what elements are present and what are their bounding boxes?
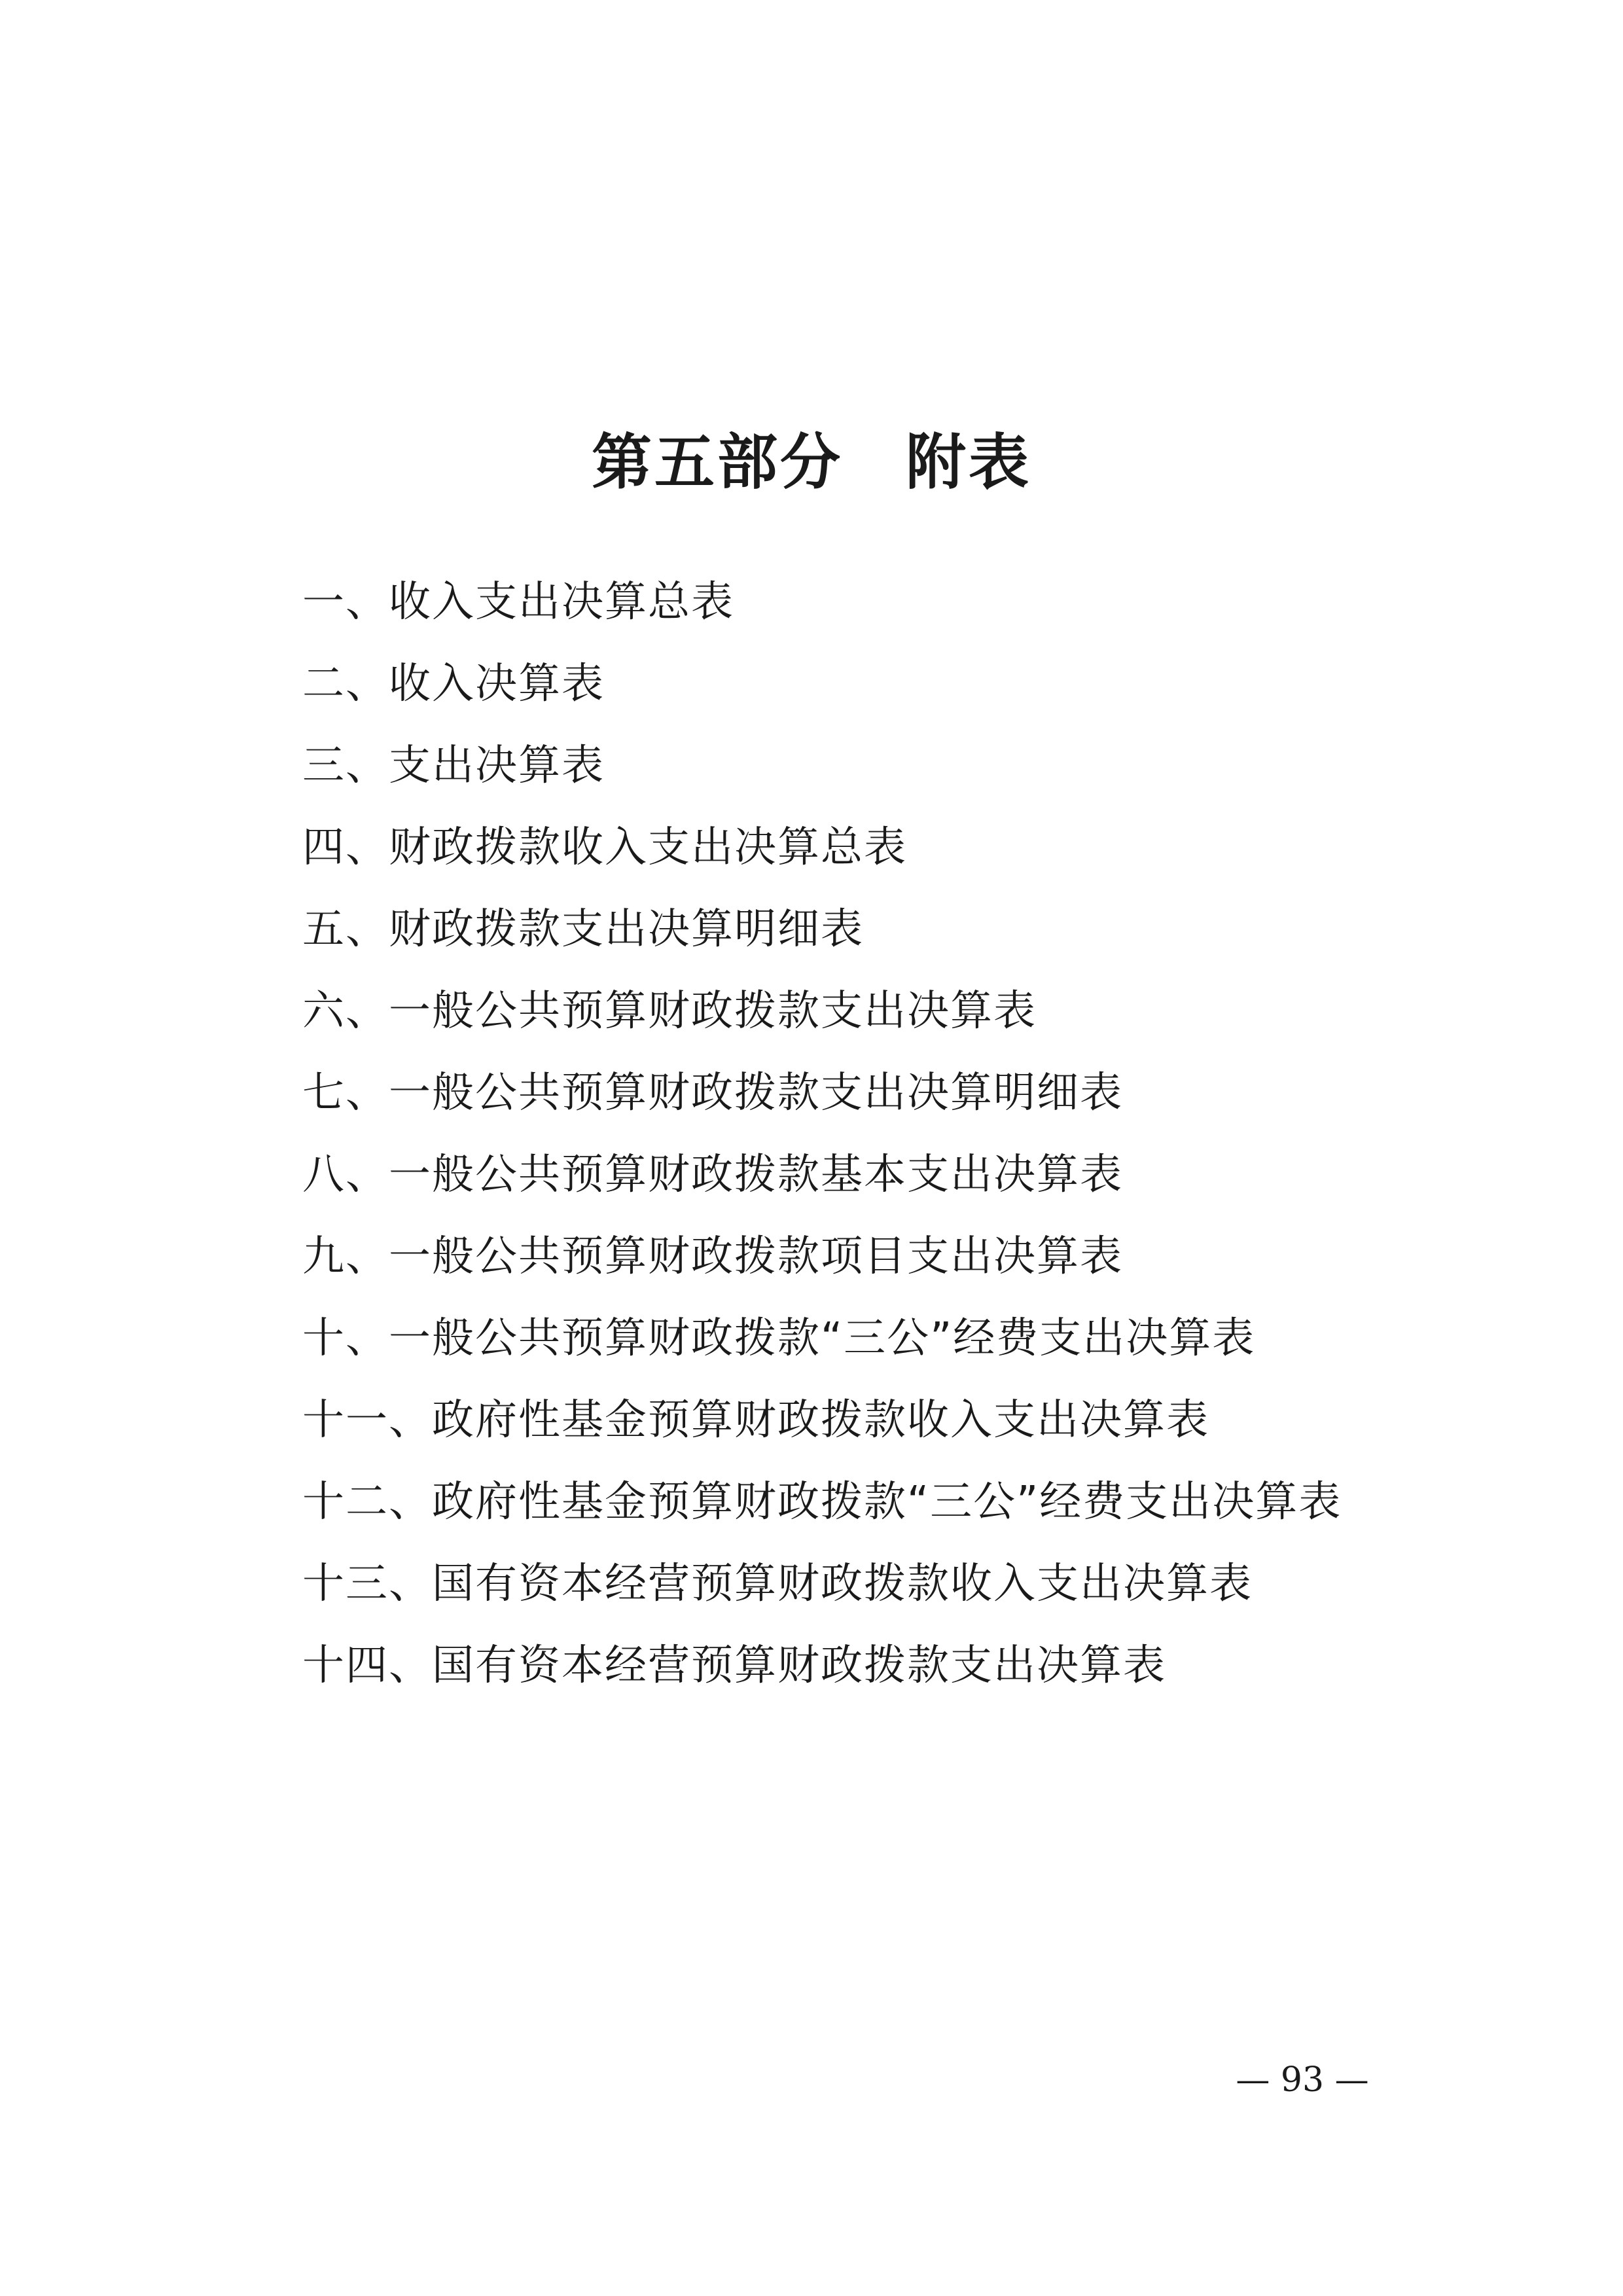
appendix-item-8: 八、一般公共预算财政拨款基本支出决算表	[302, 1151, 1123, 1199]
appendix-item-6: 六、一般公共预算财政拨款支出决算表	[302, 987, 1037, 1035]
appendix-item-12: 十二、政府性基金预算财政拨款“三公”经费支出决算表	[302, 1478, 1342, 1526]
appendix-list	[302, 562, 1480, 1707]
appendix-item-11: 十一、政府性基金预算财政拨款收入支出决算表	[302, 1396, 1209, 1444]
appendix-item-4: 四、财政拨款收入支出决算总表	[302, 823, 907, 872]
appendix-item-1: 一、收入支出决算总表	[302, 578, 734, 626]
appendix-item-3: 三、支出决算表	[302, 742, 605, 790]
page-number: — 93 —	[1236, 2060, 1369, 2100]
appendix-item-7: 七、一般公共预算财政拨款支出决算明细表	[302, 1069, 1123, 1117]
page-title: 第五部分 附表	[591, 427, 1031, 497]
appendix-item-2: 二、收入决算表	[302, 660, 605, 708]
appendix-item-10: 十、一般公共预算财政拨款“三公”经费支出决算表	[302, 1314, 1256, 1363]
appendix-item-5: 五、财政拨款支出决算明细表	[302, 905, 864, 954]
appendix-item-13: 十三、国有资本经营预算财政拨款收入支出决算表	[302, 1560, 1253, 1608]
appendix-item-14: 十四、国有资本经营预算财政拨款支出决算表	[302, 1641, 1166, 1690]
appendix-item-9: 九、一般公共预算财政拨款项目支出决算表	[302, 1232, 1123, 1281]
